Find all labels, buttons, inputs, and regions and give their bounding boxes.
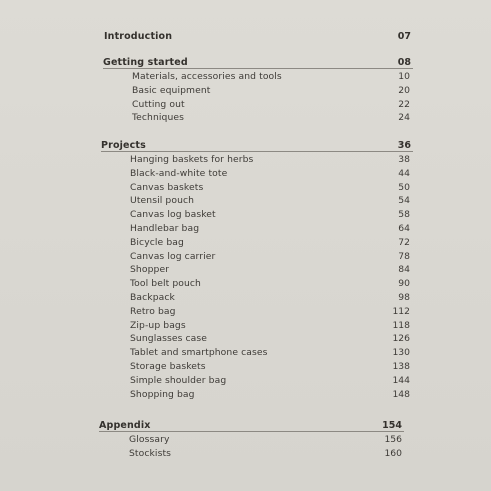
entry-title: Shopper — [130, 264, 170, 276]
entry-page-number: 38 — [398, 154, 410, 165]
entry-title: Tablet and smartphone cases — [130, 347, 268, 359]
entry-page-number: 98 — [398, 291, 410, 303]
entry-page-number: 118 — [392, 319, 410, 331]
section-page-number: 07 — [397, 31, 411, 42]
entry-title: Bicycle bag — [130, 236, 184, 248]
toc-entry — [0, 448, 491, 462]
entry-title: Backpack — [130, 291, 175, 303]
toc-entry — [0, 182, 491, 196]
entry-page-number: 44 — [398, 167, 410, 179]
entry-page-number: 20 — [398, 84, 410, 96]
toc-section-appendix — [0, 420, 491, 462]
toc-entry — [0, 347, 491, 361]
toc-section-getting-started — [0, 57, 491, 126]
entry-title: Tool belt pouch — [130, 278, 201, 290]
entry-page-number: 10 — [398, 71, 410, 82]
toc-entry — [0, 223, 491, 237]
toc-section-projects — [0, 140, 491, 402]
section-title: Getting started — [103, 57, 188, 68]
entry-title: Black-and-white tote — [130, 167, 228, 179]
section-rule — [103, 68, 413, 69]
toc-entry — [0, 154, 491, 168]
entry-page-number: 138 — [392, 360, 410, 372]
entry-title: Shopping bag — [130, 388, 195, 400]
toc-entry — [0, 434, 491, 448]
entry-page-number: 22 — [398, 98, 410, 110]
entry-title: Cutting out — [132, 98, 185, 110]
entry-page-number: 24 — [398, 112, 410, 124]
entry-page-number: 64 — [398, 222, 410, 234]
section-page-number: 08 — [397, 57, 411, 68]
toc-entry — [0, 237, 491, 251]
entry-page-number: 72 — [398, 236, 410, 248]
entry-title: Stockists — [129, 447, 172, 459]
toc-entry — [0, 209, 491, 223]
toc-entry — [0, 375, 491, 389]
toc-entry — [0, 112, 491, 126]
section-rule — [101, 151, 413, 152]
toc-entry — [0, 85, 491, 99]
section-title: Introduction — [104, 31, 173, 42]
toc-entry — [0, 389, 491, 403]
section-page-number: 36 — [397, 140, 411, 151]
entry-page-number: 112 — [392, 305, 410, 317]
entry-page-number: 50 — [398, 181, 410, 193]
entry-title: Zip-up bags — [130, 319, 186, 331]
entry-title: Glossary — [129, 434, 170, 445]
toc-entry — [0, 361, 491, 375]
section-title: Projects — [101, 140, 146, 151]
section-title: Appendix — [99, 420, 151, 431]
entry-title: Retro bag — [130, 305, 176, 317]
toc-entry — [0, 264, 491, 278]
toc-entry — [0, 278, 491, 292]
entry-page-number: 58 — [398, 209, 410, 221]
entry-title: Canvas log basket — [130, 209, 216, 221]
toc-entry — [0, 99, 491, 113]
section-page-number: 154 — [382, 420, 402, 431]
entry-title: Basic equipment — [132, 84, 211, 96]
toc-entry — [0, 71, 491, 85]
section-rule — [99, 431, 404, 432]
entry-page-number: 156 — [384, 434, 402, 445]
entry-page-number: 148 — [392, 388, 410, 400]
entry-page-number: 90 — [398, 278, 410, 290]
toc-entry — [0, 168, 491, 182]
entry-page-number: 160 — [384, 447, 402, 459]
entry-title: Canvas log carrier — [130, 250, 216, 262]
entry-title: Canvas baskets — [130, 181, 204, 193]
entry-page-number: 84 — [398, 264, 410, 276]
entry-title: Storage baskets — [130, 360, 206, 372]
toc-section-introduction — [0, 31, 491, 45]
toc-entry — [0, 195, 491, 209]
toc-entry — [0, 306, 491, 320]
entry-page-number: 144 — [392, 374, 410, 386]
toc-entry — [0, 320, 491, 334]
toc-entry — [0, 251, 491, 265]
toc-section-heading — [0, 31, 491, 45]
entry-page-number: 130 — [392, 347, 410, 359]
entry-page-number: 78 — [398, 250, 410, 262]
entry-title: Hanging baskets for herbs — [130, 154, 254, 165]
entry-title: Simple shoulder bag — [130, 374, 227, 386]
entry-title: Handlebar bag — [130, 222, 200, 234]
toc-entry — [0, 333, 491, 347]
entry-title: Techniques — [132, 112, 185, 124]
entry-page-number: 54 — [398, 195, 410, 207]
entry-title: Materials, accessories and tools — [132, 71, 282, 82]
toc-entry — [0, 292, 491, 306]
entry-title: Sunglasses case — [130, 333, 208, 345]
entry-page-number: 126 — [392, 333, 410, 345]
entry-title: Utensil pouch — [130, 195, 195, 207]
